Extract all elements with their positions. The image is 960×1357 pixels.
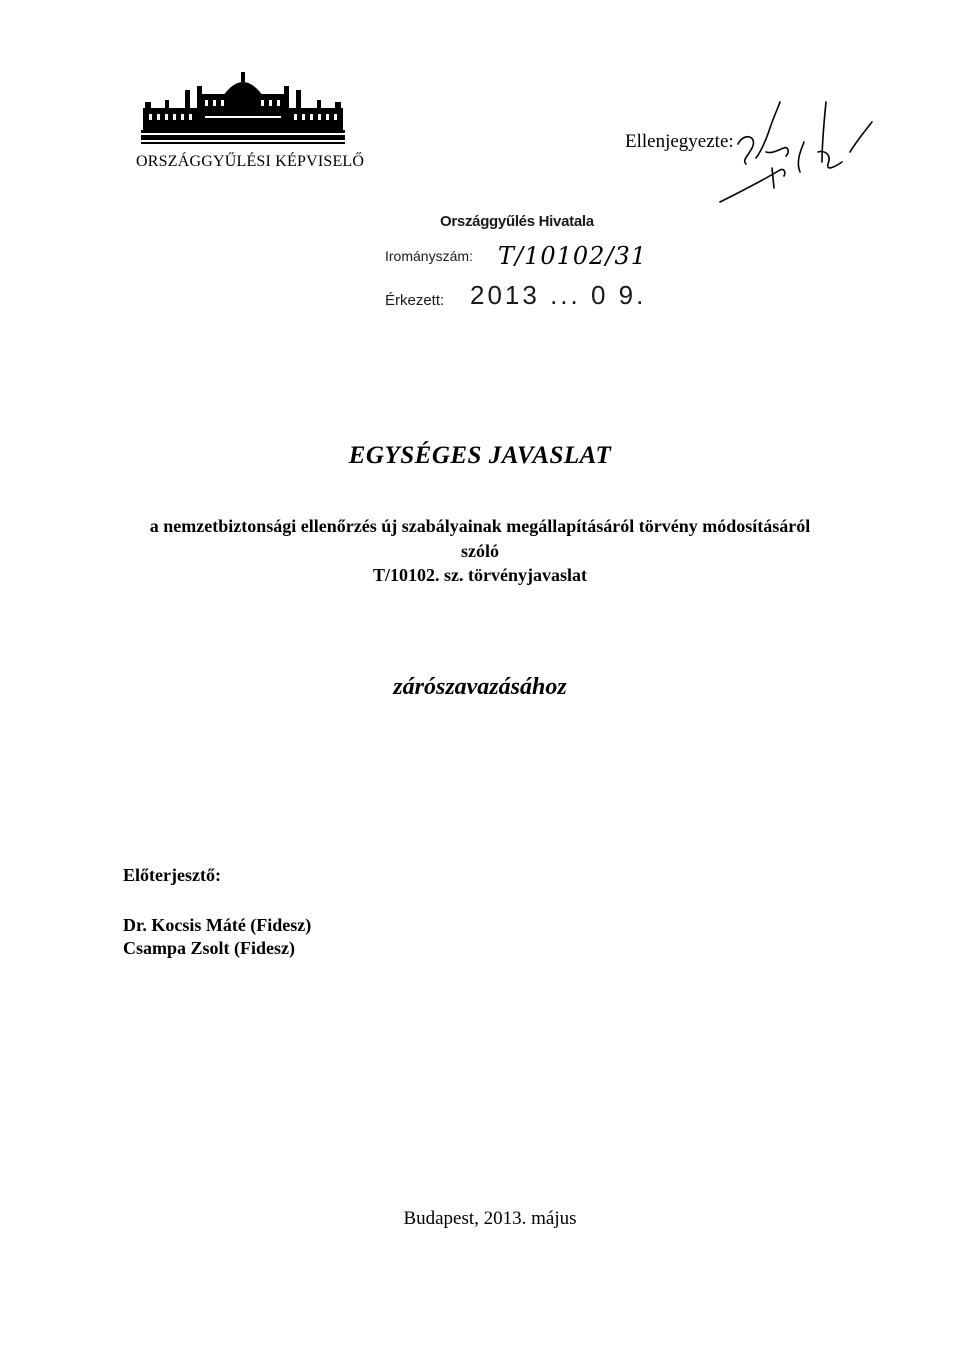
countersign-label: Ellenjegyezte: (625, 131, 734, 152)
stamp-registration-label: Irományszám: (385, 248, 473, 264)
stamp-received-date: 2013 ... 0 9. (470, 280, 647, 310)
place-and-date: Budapest, 2013. május (403, 1208, 577, 1229)
parliament-building-logo (141, 72, 345, 148)
proposers-label: Előterjesztő: (123, 865, 221, 885)
document-purpose: zárószavazásához (393, 674, 567, 700)
handwritten-signature (700, 92, 875, 204)
subject-line-3: T/10102. sz. törvényjavaslat (373, 565, 587, 585)
proposer-name: Csampa Zsolt (Fidesz) (123, 938, 295, 958)
proposer-name: Dr. Kocsis Máté (Fidesz) (123, 915, 312, 935)
stamp-office-name: Országgyűlés Hivatala (440, 213, 594, 230)
document-title: EGYSÉGES JAVASLAT (348, 442, 612, 469)
subject-line-2: szóló (461, 541, 499, 561)
subject-line-1: a nemzetbiztonsági ellenőrzés új szabályainak megállapításáról törvény módosításáról (149, 516, 811, 536)
stamp-registration-number: T/10102/31 (498, 242, 648, 270)
stamp-received-label: Érkezett: (385, 292, 445, 309)
mp-caption: ORSZÁGGYŰLÉSI KÉPVISELŐ (136, 153, 365, 170)
